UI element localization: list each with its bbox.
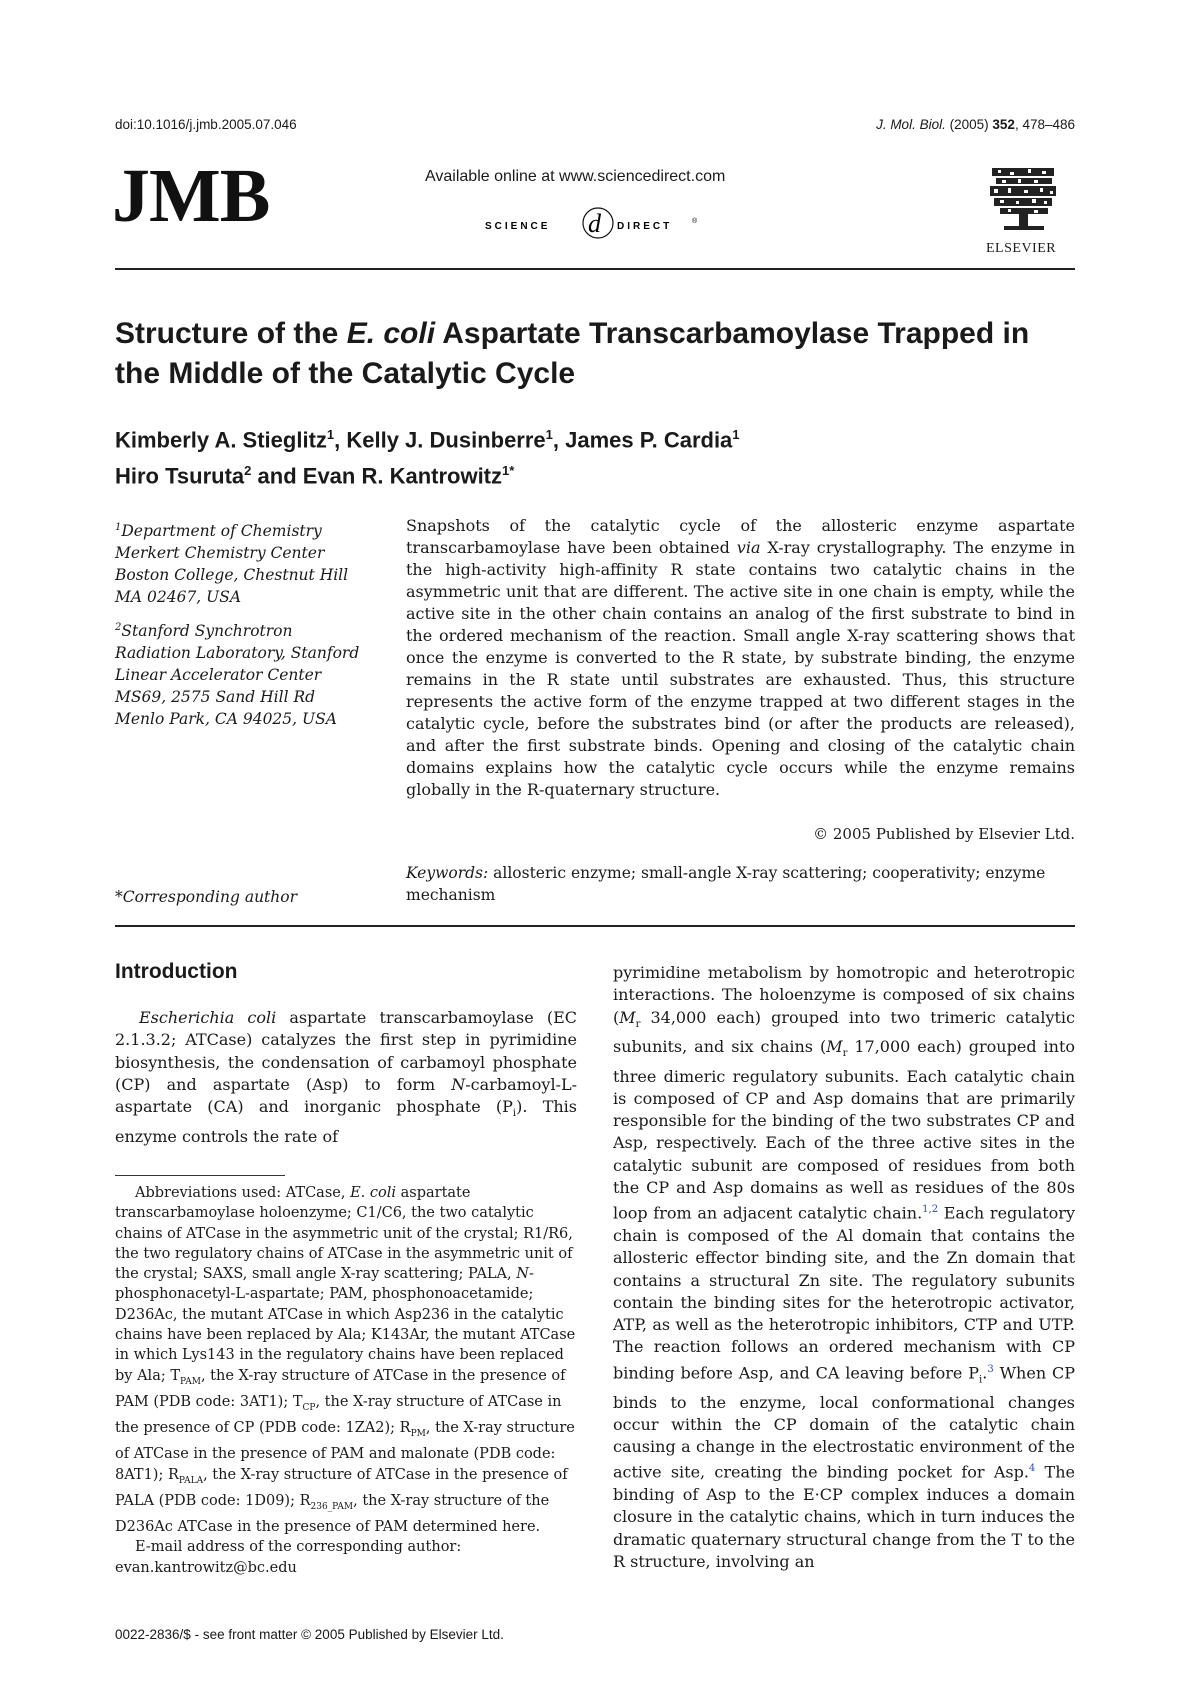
author-line-2: Hiro Tsuruta$^2$ and Evan R. Kantrowitz$^{1*}$ — [115, 463, 515, 489]
citation-link[interactable]: 1,2 — [922, 1204, 939, 1216]
elsevier-tree-icon — [988, 164, 1058, 238]
author-list — [115, 419, 1075, 492]
intro-right-column: pyrimidine metabolism by homotropic and heterotropic interactions. The holoenzyme is composed of six chains ($M_r$ 34,000 each) grouped into two trimeric catalytic subunits, and six chains ($M_r$ 17,000 each) grouped into three dimeric regulatory subunits. Each catalytic chain is composed of CP and Asp domains that are primarily responsible for the binding of the two substrates CP and Asp, respectively. Each of the three active sites in the catalytic subunit are composed of residues from both the CP and Asp domains as well as residues of the 80s loop from an adjacent catalytic chain.$^{1,2}$ Each regulatory chain is composed of the Al domain that contains the allosteric effector binding site, and the Zn domain that contains a structural Zn site. The regulatory subunits contain the binding sites for the heterotropic activator, ATP, as well as the heterotropic inhibitors, CTP and UTP. The reaction follows an ordered mechanism with CP binding before Asp, and CA leaving before $P_i.^3$ When CP binds to the enzyme, local conformational changes occur within the CP domain of the catalytic chain causing a change in the electrostatic environment of the active site, creating the binding pocket for Asp.$^4$ The binding of Asp to the E·CP complex induces a domain closure in the catalytic chains, which in turn induces the dramatic quaternary structural change from the T to the R structure, involving an — [613, 963, 1076, 1571]
affiliation-2: $^2$Stanford Synchrotron Radiation Laboratory, Stanford Linear Accelerator Center MS69, 2575 Sand Hill Rd Menlo Park, CA 94025, USA — [115, 622, 360, 729]
title-part1: Structure of the — [115, 317, 347, 350]
journal-abbrev: J. Mol. Biol. — [876, 117, 946, 132]
author: Kelly J. Dusinberre — [346, 427, 546, 453]
intro-left-column: Escherichia coli aspartate transcarbamoylase (EC 2.1.3.2; ATCase) catalyzes the first step in pyrimidine biosynthesis, the condensation of carbamoyl phosphate (CP) and aspartate (Asp) to form N-carbamoyl-L-aspartate (CA) and inorganic phosphate $(P_i)$. This enzyme controls the rate of — [115, 1008, 578, 1146]
section-heading: Introduction — [115, 960, 238, 983]
email-link[interactable]: evan.kantrowitz@bc.edu — [115, 1559, 297, 1576]
front-matter-line: 0022-2836/$ - see front matter © 2005 Published by Elsevier Ltd. — [115, 1627, 504, 1642]
citation-year: (2005) — [949, 117, 989, 132]
footnotes — [115, 1183, 577, 1578]
article-title — [115, 314, 1075, 394]
sd-logo-left: SCIENCE — [485, 221, 551, 232]
author: Kimberly A. Stieglitz — [115, 427, 327, 453]
sd-logo-right: DIRECT — [617, 221, 673, 232]
sd-logo-reg: ® — [692, 218, 698, 225]
journal-logo: JMB — [112, 154, 270, 238]
publisher-name: ELSEVIER — [986, 241, 1057, 256]
author: Evan R. Kantrowitz — [302, 463, 503, 489]
citation — [876, 117, 1075, 132]
corresponding-author-note: *Corresponding author — [115, 888, 298, 906]
sciencedirect-logo — [485, 205, 715, 241]
keywords-list: allosteric enzyme; small-angle X-ray scattering; cooperativity; enzyme mechanism — [406, 864, 1046, 904]
citation-link[interactable]: 3 — [987, 1363, 994, 1375]
sd-logo-mark: d — [588, 209, 601, 238]
email-label: E-mail address of the corresponding author: — [135, 1539, 462, 1556]
keywords-label: Keywords: — [406, 864, 489, 882]
abstract-rule — [115, 925, 1075, 927]
header-rule — [115, 268, 1075, 270]
author-line-1: Kimberly A. Stieglitz$^1$, Kelly J. Dusinberre$^1$, James P. Cardia$^1$ — [115, 427, 740, 453]
copyright: © 2005 Published by Elsevier Ltd. — [813, 825, 1075, 843]
citation-pages: , 478–486 — [1014, 117, 1075, 132]
doi: doi:10.1016/j.jmb.2005.07.046 — [115, 117, 297, 132]
abstract: Snapshots of the catalytic cycle of the allosteric enzyme aspartate transcarbamoylase have been obtained via X-ray crystallography. The enzyme in the high-activity high-affinity R state contains two catalytic chains in the asymmetric unit that are different. The active site in one chain is empty, while the active site in the other chain contains an analog of the first substrate to bind in the ordered mechanism of the reaction. Small angle X-ray scattering shows that once the enzyme is converted to the R state, by substrate binding, the enzyme remains in the R state until substrates are exhausted. Thus, this structure represents the active form of the enzyme trapped at two different stages in the catalytic cycle, before the substrates bind (or after the products are released), and after the first substrate binds. Opening and closing of the catalytic chain domains explains how the catalytic cycle occurs while the enzyme remains globally in the R-quaternary structure. — [406, 516, 1075, 799]
footnote-rule — [115, 1175, 285, 1176]
title-part2: Aspartate Transcarbamoylase Trapped in the Middle of the Catalytic Cycle — [115, 317, 1030, 390]
keywords — [406, 862, 1075, 906]
citation-link[interactable]: 4 — [1028, 1463, 1036, 1475]
available-online: Available online at www.sciencedirect.com — [425, 168, 726, 185]
author: James P. Cardia — [565, 427, 733, 453]
author: Hiro Tsuruta — [115, 463, 245, 489]
citation-volume: 352 — [992, 117, 1015, 132]
affiliation-1: $^1$Department of Chemistry Merkert Chemistry Center Boston College, Chestnut Hill MA 02467, USA — [115, 522, 349, 607]
abbreviations-footnote: Abbreviations used: ATCase, E. coli aspartate transcarbamoylase holoenzyme; C1/C6, the two catalytic chains of ATCase in the asymmetric unit of the crystal; R1/R6, the two regulatory chains of ATCase in the asymmetric unit of the crystal; SAXS, small angle X-ray scattering; PALA, N-phosphonacetyl-L-aspartate; PAM, phosphonoacetamide; D236Ac, the mutant ATCase in which Asp236 in the catalytic chains have been replaced by Ala; K143Ar, the mutant ATCase in which Lys143 in the regulatory chains have been replaced by Ala; $T_{PAM}$, the X-ray structure of ATCase in the presence of PAM (PDB code: 3AT1); $T_{CP}$, the X-ray structure of ATCase in the presence of CP (PDB code: 1ZA2); $R_{PM}$, the X-ray structure of ATCase in the presence of PAM and malonate (PDB code: 8AT1); $R_{PALA}$, the X-ray structure of ATCase in the presence of PALA (PDB code: 1D09); $R_{236\_PAM}$, the X-ray structure of the D236Ac ATCase in the presence of PAM determined here. — [115, 1185, 576, 1535]
author-conjunction: and — [257, 463, 297, 489]
title-organism: E. coli — [346, 317, 436, 350]
